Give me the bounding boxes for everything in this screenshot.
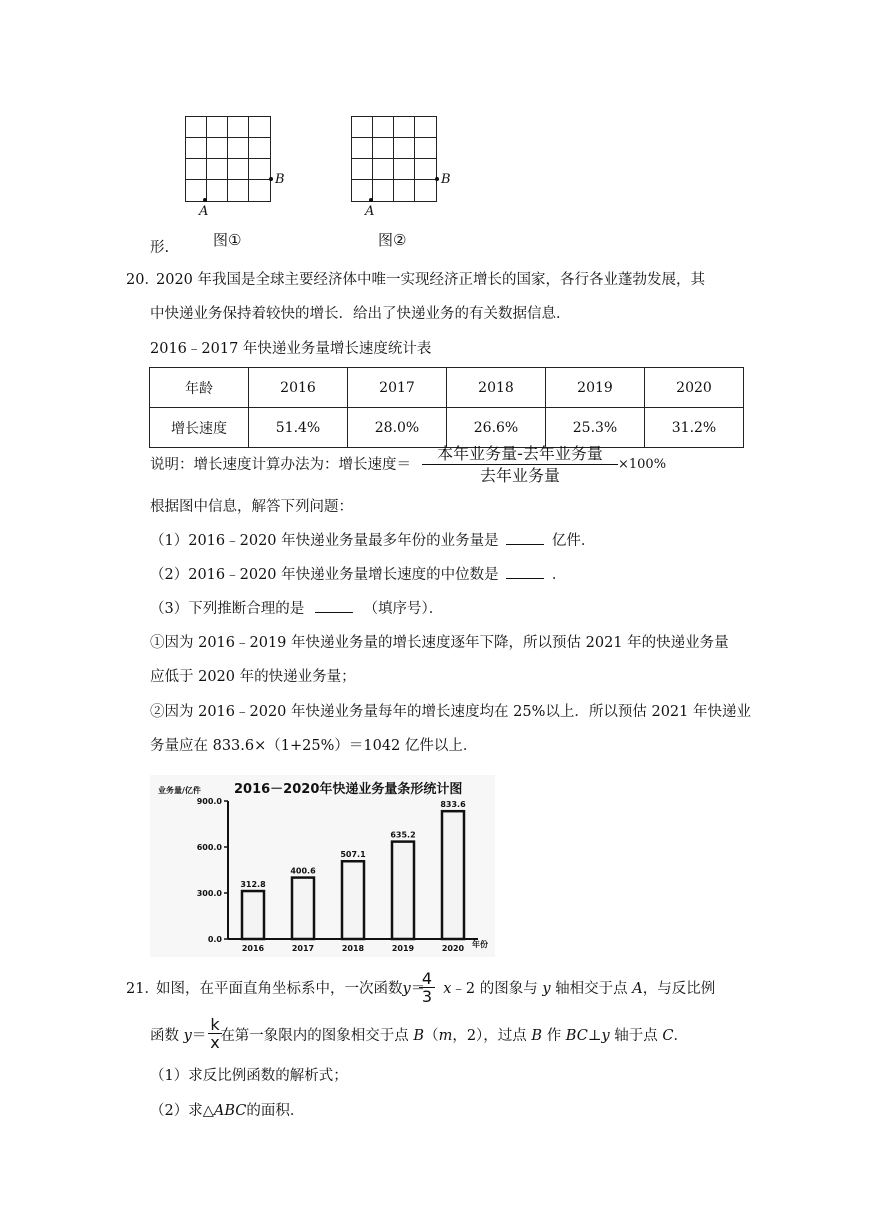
- figure-2-caption: 图②: [378, 231, 407, 249]
- formula-denominator: 去年业务量: [479, 466, 560, 485]
- q21-text: 轴于点: [614, 1028, 658, 1044]
- point-b-label-2: B: [441, 172, 451, 187]
- slope-denominator: 3: [421, 987, 433, 1006]
- sub-3-text: （3）下列推断合理的是: [150, 601, 305, 617]
- q21-number: 21．: [126, 981, 159, 997]
- chart-x-tick-label: 2019: [391, 944, 415, 953]
- point-a-label-2: A: [365, 204, 375, 219]
- var-y: y: [183, 1028, 192, 1044]
- var-y: y: [402, 981, 411, 997]
- chart-y-tick-label: 0.0: [207, 935, 222, 944]
- var-y: y: [601, 1028, 610, 1044]
- table-cell: 2019: [546, 368, 645, 408]
- triangle-abc: ABC: [213, 1103, 247, 1119]
- q20-sub-2: [150, 568, 566, 583]
- chart-title: 2016－2020年快递业务量条形统计图: [234, 782, 463, 797]
- perp-sign: ⊥: [587, 1028, 602, 1044]
- chart-bar: [292, 878, 314, 939]
- table-cell: 2016: [249, 368, 348, 408]
- q21-sub-2-end: 的面积．: [246, 1103, 305, 1119]
- grid-figure-2: [351, 116, 437, 202]
- q20-number: 20．: [126, 272, 159, 288]
- sub-3-end: （填序号）．: [363, 601, 444, 617]
- table-cell: 年龄: [150, 368, 249, 408]
- q21-sub-2: [150, 1104, 304, 1119]
- chart-x-axis-label: 年份: [472, 940, 488, 949]
- inverse-denominator: x: [210, 1033, 220, 1052]
- table-cell: 51.4%: [249, 408, 348, 448]
- q21-text: （: [424, 1028, 439, 1044]
- table-cell: 28.0%: [348, 408, 447, 448]
- point-a-label-1: A: [199, 204, 209, 219]
- table-cell: 2020: [645, 368, 744, 408]
- q21-text: 如图，在平面直角坐标系中，一次函数: [156, 981, 403, 997]
- q20-line-2: 中快递业务保持着较快的增长．给出了快递业务的有关数据信息．: [150, 306, 571, 322]
- chart-data-label: 507.1: [340, 850, 366, 860]
- q20-sub-3: [150, 602, 443, 617]
- table-header-row: [150, 368, 744, 408]
- q21-sub-2-text: （2）求△: [150, 1103, 214, 1119]
- formula-numerator: 本年业务量-去年业务量: [437, 444, 603, 463]
- q21-text: ，与反比例: [642, 981, 716, 997]
- chart-bar: [242, 891, 264, 939]
- figure-1-caption: 图①: [213, 231, 242, 249]
- chart-x-tick-label: 2016: [241, 944, 265, 953]
- table-cell: 2017: [348, 368, 447, 408]
- equals-sign: ＝: [410, 981, 426, 997]
- q20-table-title: 2016﹣2017 年快递业务量增长速度统计表: [150, 341, 432, 357]
- sub-2-text: （2）2016﹣2020 年快递业务量增长速度的中位数是: [150, 567, 499, 583]
- table-cell: 31.2%: [645, 408, 744, 448]
- q21-text: ，2），过点: [452, 1028, 527, 1044]
- point-a-label: A: [632, 981, 643, 997]
- formula-fraction: [422, 444, 618, 485]
- point-a-dot-1: [203, 198, 207, 202]
- q21-text: 函数: [150, 1028, 179, 1044]
- answer-blank-2[interactable]: [506, 578, 544, 579]
- sub-1-text: （1）2016﹣2020 年快递业务量最多年份的业务量是: [150, 533, 499, 549]
- q21-text: ﹣2 的图象与: [451, 981, 538, 997]
- q21-line-1: [156, 982, 715, 997]
- option-2-line-1: ②因为 2016﹣2020 年快递业务量每年的增长速度均在 25%以上．所以预估 2021 年快递业: [150, 704, 751, 720]
- option-1-line-1: ①因为 2016﹣2019 年快递业务量的增长速度逐年下降，所以预估 2021 年的快递业务量: [150, 635, 729, 651]
- chart-bar: [442, 811, 464, 939]
- q21-line-2: [150, 1029, 688, 1044]
- formula-bar: [422, 464, 618, 465]
- q21-text: 轴相交于点: [555, 981, 628, 997]
- inverse-numerator: k: [210, 1015, 220, 1034]
- formula-note-prefix: 说明：增长速度计算办法为：增长速度＝: [150, 457, 411, 473]
- segment-bc: BC: [565, 1028, 588, 1044]
- point-a-dot-2: [369, 198, 373, 202]
- var-y: y: [542, 981, 551, 997]
- point-b-label: B: [413, 1028, 425, 1044]
- chart-x-tick-label: 2020: [441, 944, 465, 953]
- chart-y-tick-label: 900.0: [196, 797, 222, 806]
- point-b-dot-2: [435, 177, 439, 181]
- chart-bar: [392, 842, 414, 939]
- q21-text: 在第一象限内的图象相交于点: [220, 1028, 409, 1044]
- chart-bar: [342, 861, 364, 939]
- chart-x-tick-label: 2018: [341, 944, 365, 953]
- chart-y-tick-label: 300.0: [196, 889, 222, 898]
- slope-fraction: [419, 970, 435, 1005]
- answer-blank-3[interactable]: [315, 612, 353, 613]
- q21-sub-1: （1）求反比例函数的解析式；: [150, 1068, 348, 1084]
- q20-prompt: 根据图中信息，解答下列问题：: [150, 499, 353, 515]
- formula-note-suffix: ×100%: [618, 457, 667, 472]
- growth-rate-table: [149, 367, 744, 448]
- chart-y-axis-label: 业务量/亿件: [158, 786, 201, 795]
- q20-line-1: 2020 年我国是全球主要经济体中唯一实现经济正增长的国家，各行各业蓬勃发展，其: [156, 272, 706, 288]
- var-m: m: [438, 1028, 453, 1044]
- sub-1-unit: 亿件．: [551, 533, 596, 549]
- option-2-line-2: 务量应在 833.6×（1+25%）＝1042 亿件以上．: [150, 738, 478, 754]
- q21-text: 作: [546, 1028, 562, 1044]
- point-b-label: B: [531, 1028, 543, 1044]
- inverse-fraction: [208, 1016, 222, 1051]
- table-row: [150, 408, 744, 448]
- table-cell: 26.6%: [447, 408, 546, 448]
- q19-tail-text: 形.: [150, 240, 170, 256]
- q20-sub-1: [150, 534, 595, 549]
- chart-x-tick-label: 2017: [291, 944, 315, 953]
- sub-2-end: ．: [551, 567, 567, 583]
- q21-text: ．: [673, 1028, 688, 1044]
- express-volume-bar-chart: [150, 775, 495, 957]
- equals-sign: ＝: [191, 1028, 207, 1044]
- grid-figure-1: [185, 116, 271, 202]
- point-b-label-1: B: [275, 172, 285, 187]
- table-cell: 25.3%: [546, 408, 645, 448]
- chart-data-label: 635.2: [390, 830, 416, 840]
- table-cell: 增长速度: [150, 408, 249, 448]
- chart-data-label: 312.8: [240, 880, 266, 890]
- option-1-line-2: 应低于 2020 年的快递业务量；: [150, 669, 356, 685]
- answer-blank-1[interactable]: [506, 544, 544, 545]
- chart-y-tick-label: 600.0: [196, 843, 222, 852]
- point-b-dot-1: [269, 177, 273, 181]
- chart-data-label: 833.6: [440, 800, 466, 810]
- point-c-label: C: [662, 1028, 674, 1044]
- var-x: x: [443, 981, 452, 997]
- chart-data-label: 400.6: [290, 866, 316, 876]
- table-cell: 2018: [447, 368, 546, 408]
- slope-numerator: 4: [421, 969, 433, 988]
